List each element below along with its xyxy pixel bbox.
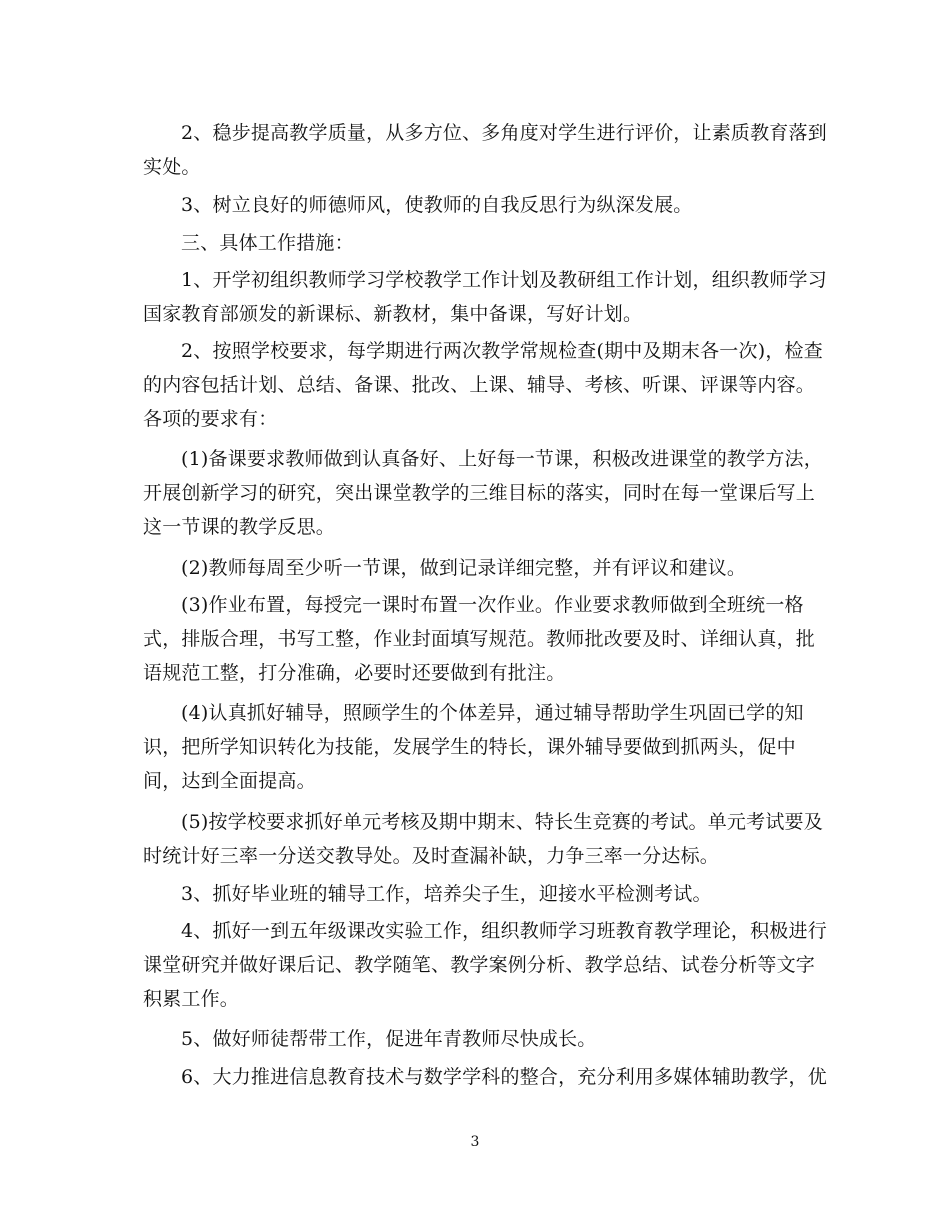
text-line: 的内容包括计划、总结、备课、批改、上课、辅导、考核、听课、评课等内容。 [143, 374, 816, 396]
text-line: 6、大力推进信息教育技术与数学学科的整合，充分利用多媒体辅助教学，优 [181, 1066, 827, 1088]
text-line: 开展创新学习的研究，突出课堂教学的三维目标的落实，同时在每一堂课后写上 [143, 482, 816, 504]
text-line: (4)认真抓好辅导，照顾学生的个体差异，通过辅导帮助学生巩固已学的知 [181, 702, 804, 724]
text-line: 3、抓好毕业班的辅导工作，培养尖子生，迎接水平检测考试。 [181, 883, 712, 905]
text-line: 式，排版合理，书写工整，作业封面填写规范。教师批改要及时、详细认真，批 [143, 628, 816, 650]
text-line: 2、按照学校要求，每学期进行两次教学常规检查(期中及期末各一次)，检查 [181, 340, 823, 362]
text-line: 积累工作。 [143, 988, 240, 1010]
text-line: 2、稳步提高教学质量，从多方位、多角度对学生进行评价，让素质教育落到 [181, 122, 827, 144]
page-number: 3 [470, 1134, 480, 1150]
text-line: 时统计好三率一分送交教导处。及时查漏补缺，力争三率一分达标。 [143, 845, 720, 867]
text-line: 1、开学初组织教师学习学校教学工作计划及教研组工作计划，组织教师学习 [181, 269, 827, 291]
text-line: 课堂研究并做好课后记、教学随笔、教学案例分析、教学总结、试卷分析等文字 [143, 954, 816, 976]
text-line: (5)按学校要求抓好单元考核及期中期末、特长生竞赛的考试。单元考试要及 [181, 811, 823, 833]
text-line: 这一节课的教学反思。 [143, 516, 336, 538]
text-line: 实处。 [143, 156, 201, 178]
section-heading: 三、具体工作措施： [181, 232, 354, 254]
text-line: 4、抓好一到五年级课改实验工作，组织教师学习班教育教学理论，积极进行 [181, 920, 827, 942]
text-line: (1)备课要求教师做到认真备好、上好每一节课，积极改进课堂的教学方法， [181, 448, 823, 470]
text-line: 语规范工整，打分准确，必要时还要做到有批注。 [143, 662, 566, 684]
text-line: (2)教师每周至少听一节课，做到记录详细完整，并有评议和建议。 [181, 557, 747, 579]
text-line: 3、树立良好的师德师风，使教师的自我反思行为纵深发展。 [181, 194, 693, 216]
text-line: (3)作业布置，每授完一课时布置一次作业。作业要求教师做到全班统一格 [181, 594, 804, 616]
text-line: 5、做好师徒帮带工作，促进年青教师尽快成长。 [181, 1028, 597, 1050]
text-line: 识，把所学知识转化为技能，发展学生的特长，课外辅导要做到抓两头，促中 [143, 736, 796, 758]
text-line: 各项的要求有： [143, 408, 278, 430]
text-line: 间，达到全面提高。 [143, 770, 316, 792]
text-line: 国家教育部颁发的新课标、新教材，集中备课，写好计划。 [143, 303, 643, 325]
